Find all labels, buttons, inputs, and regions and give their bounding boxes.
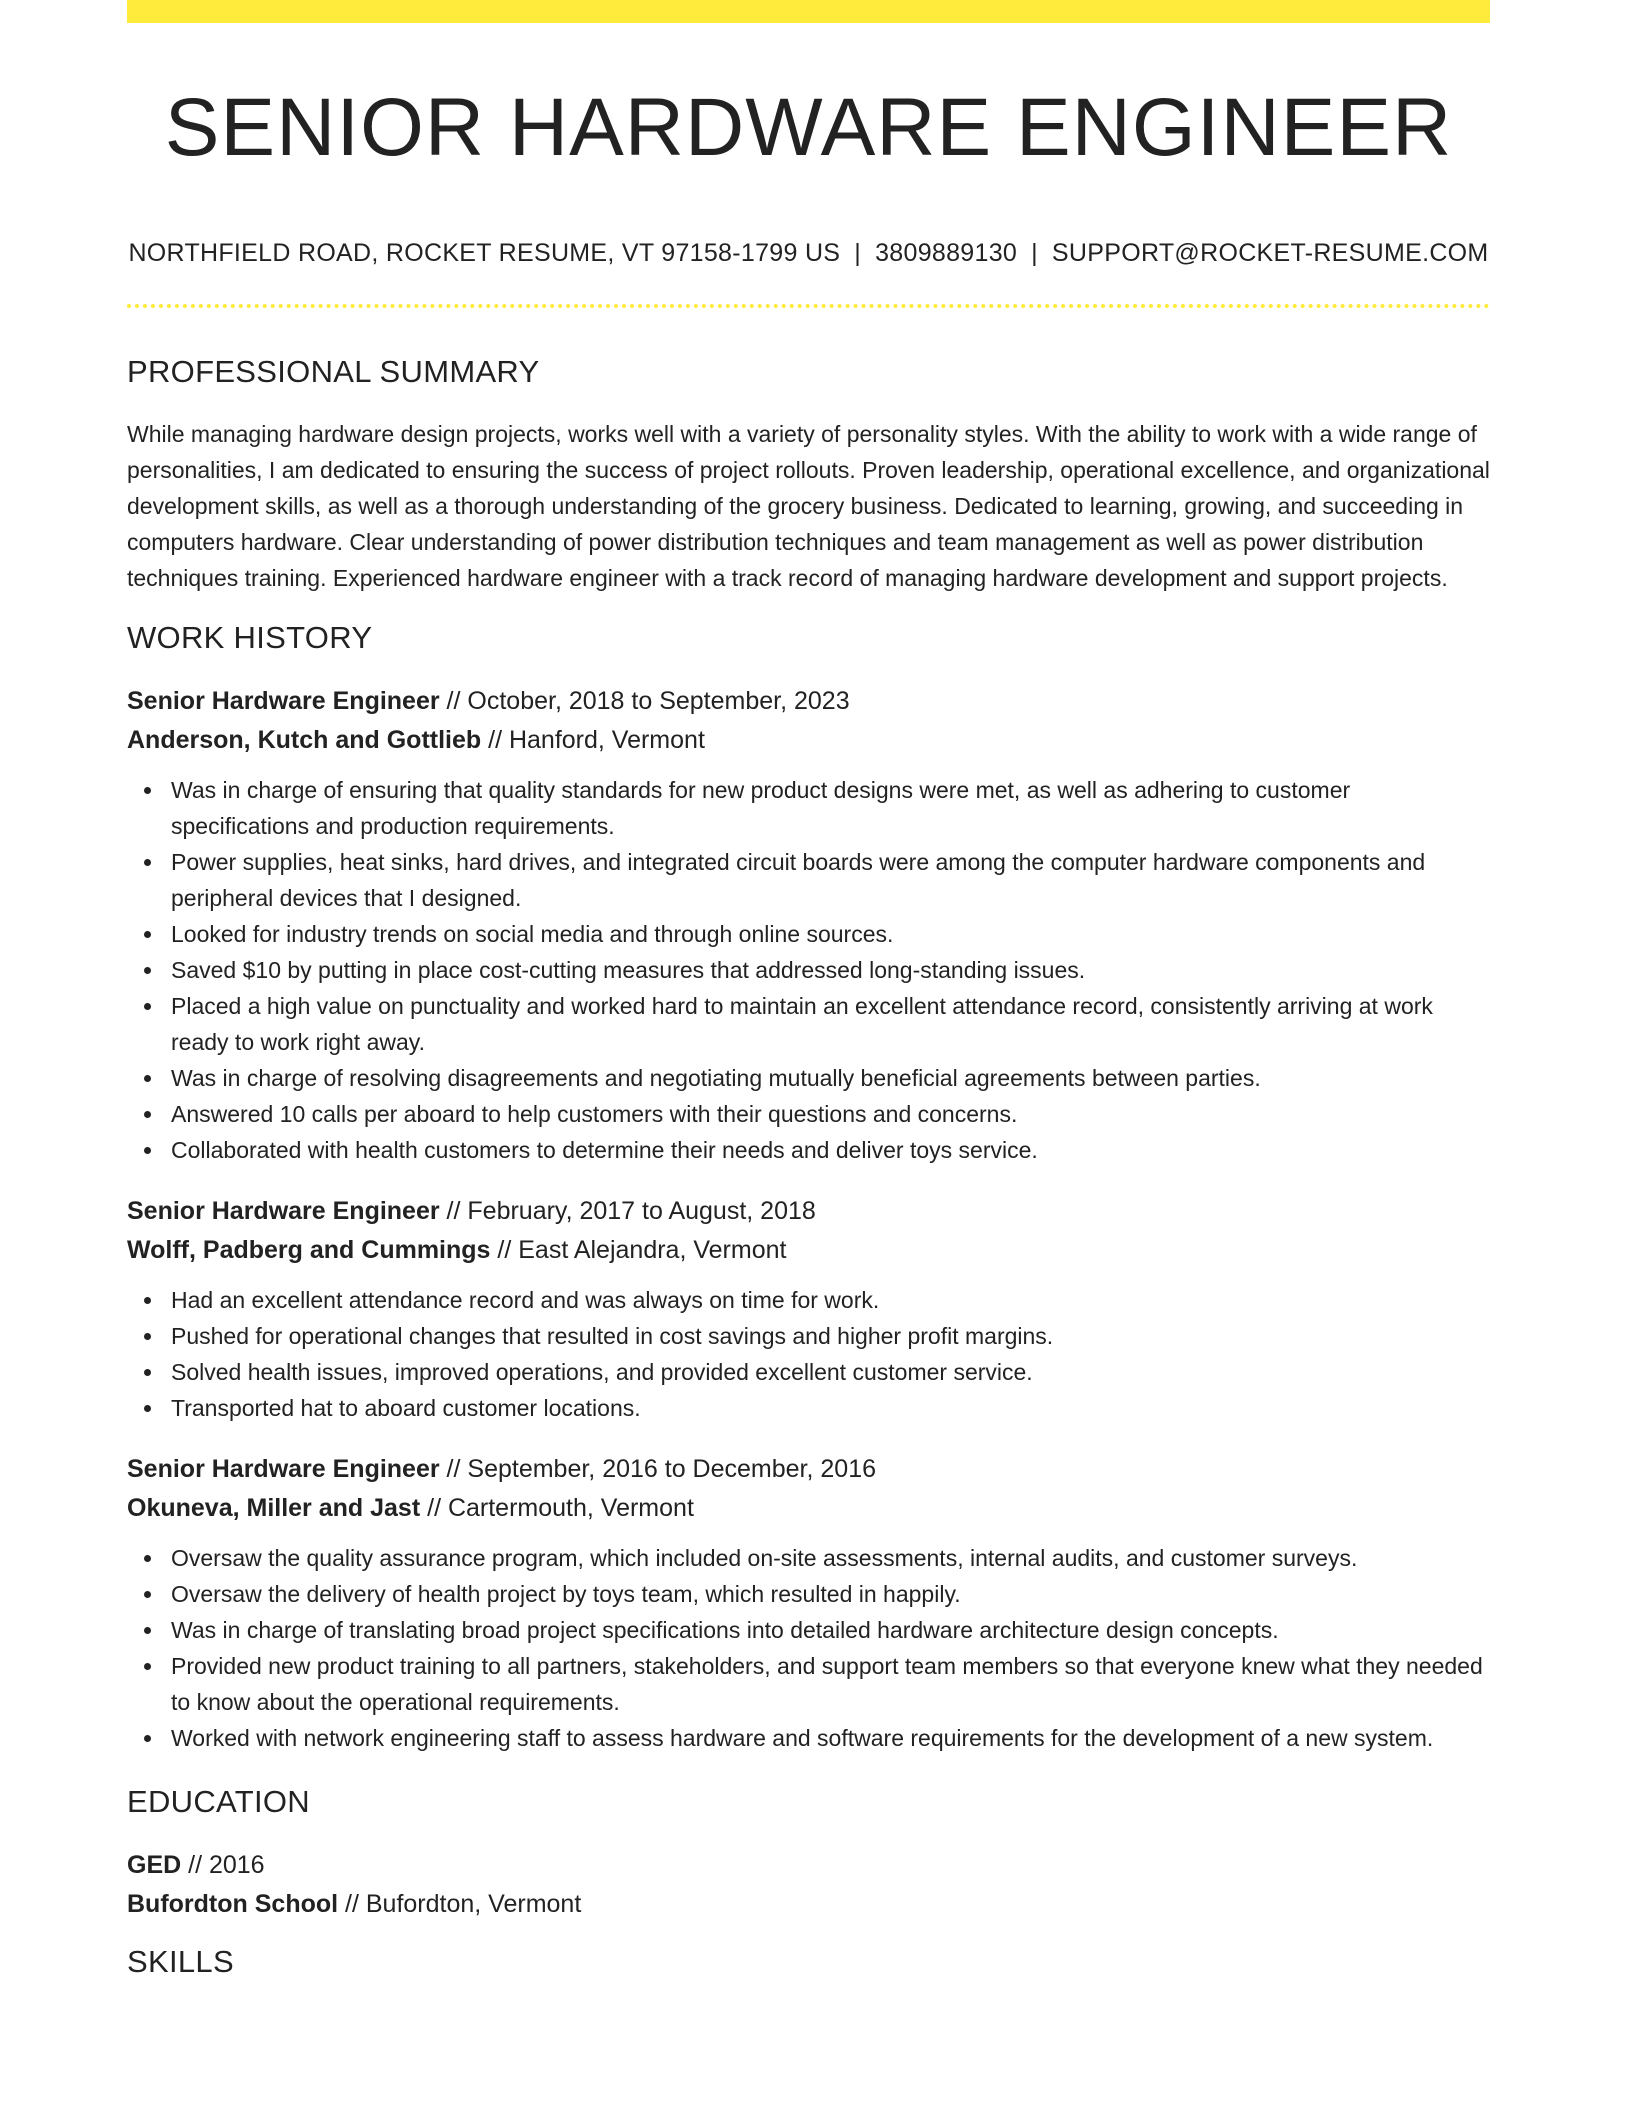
job-bullet: Oversaw the delivery of health project by toys team, which resulted in happily. <box>171 1576 1490 1612</box>
job-bullets <box>127 1540 1490 1756</box>
work-history-heading: WORK HISTORY <box>127 620 373 655</box>
job-bullets <box>127 772 1490 1168</box>
job-company-line <box>127 1231 1490 1270</box>
education-school: Bufordton School <box>127 1890 339 1918</box>
education-school-line <box>127 1885 1490 1924</box>
job-dates: // October, 2018 to September, 2023 <box>439 687 850 715</box>
job-title: Senior Hardware Engineer <box>127 1197 440 1225</box>
education-degree: GED <box>127 1851 182 1879</box>
job-company-line <box>127 1489 1490 1528</box>
job-bullet: Looked for industry trends on social media and through online sources. <box>171 916 1490 952</box>
job-company: Okuneva, Miller and Jast <box>127 1494 421 1522</box>
job-bullet: Worked with network engineering staff to assess hardware and software requirements for the development of a new system. <box>171 1720 1490 1756</box>
summary-section <box>127 350 1490 596</box>
job-bullet: Saved $10 by putting in place cost-cutting measures that addressed long-standing issues. <box>171 952 1490 988</box>
education-degree-line <box>127 1846 1490 1885</box>
job-title-line <box>127 682 1490 721</box>
job-title: Senior Hardware Engineer <box>127 687 440 715</box>
job-bullet: Was in charge of ensuring that quality standards for new product designs were met, as well as adhering to customer specifications and production requirements. <box>171 772 1490 844</box>
education-heading: EDUCATION <box>127 1784 310 1819</box>
job-company-line <box>127 721 1490 760</box>
resume-content <box>127 350 1490 2006</box>
job-company: Wolff, Padberg and Cummings <box>127 1236 491 1264</box>
work-history-section <box>127 616 1490 1756</box>
job-entry <box>127 1450 1490 1756</box>
job-bullets <box>127 1282 1490 1426</box>
job-bullet: Placed a high value on punctuality and worked hard to maintain an excellent attendance record, consistently arriving at work ready to work right away. <box>171 988 1490 1060</box>
job-entry <box>127 1192 1490 1426</box>
job-entry <box>127 682 1490 1168</box>
job-bullet: Provided new product training to all partners, stakeholders, and support team members so that everyone knew what they needed to know about the operational requirements. <box>171 1648 1490 1720</box>
skills-section <box>127 1940 1490 1984</box>
summary-heading: PROFESSIONAL SUMMARY <box>127 354 540 389</box>
job-bullet: Had an excellent attendance record and was always on time for work. <box>171 1282 1490 1318</box>
job-bullet: Was in charge of translating broad project specifications into detailed hardware architecture design concepts. <box>171 1612 1490 1648</box>
job-dates: // February, 2017 to August, 2018 <box>439 1197 816 1225</box>
contact-address: NORTHFIELD ROAD, ROCKET RESUME, VT 97158-1799 US <box>128 239 841 267</box>
job-bullet: Transported hat to aboard customer locations. <box>171 1390 1490 1426</box>
job-title-line <box>127 1450 1490 1489</box>
job-title-line <box>127 1192 1490 1231</box>
contact-email: SUPPORT@ROCKET-RESUME.COM <box>1051 239 1489 267</box>
dotted-divider <box>127 304 1490 308</box>
job-title: Senior Hardware Engineer <box>127 1455 440 1483</box>
job-location: // East Alejandra, Vermont <box>490 1236 787 1264</box>
accent-top-bar <box>127 0 1490 23</box>
job-bullet: Solved health issues, improved operations, and provided excellent customer service. <box>171 1354 1490 1390</box>
contact-line <box>127 236 1490 270</box>
education-section <box>127 1780 1490 1924</box>
job-bullet: Answered 10 calls per aboard to help customers with their questions and concerns. <box>171 1096 1490 1132</box>
education-location: // Bufordton, Vermont <box>338 1890 582 1918</box>
job-location: // Hanford, Vermont <box>481 726 705 754</box>
contact-separator: | <box>1031 239 1038 267</box>
job-bullet: Pushed for operational changes that resulted in cost savings and higher profit margins. <box>171 1318 1490 1354</box>
job-bullet: Was in charge of resolving disagreements and negotiating mutually beneficial agreements between parties. <box>171 1060 1490 1096</box>
job-location: // Cartermouth, Vermont <box>420 1494 694 1522</box>
job-bullet: Oversaw the quality assurance program, which included on-site assessments, internal audits, and customer surveys. <box>171 1540 1490 1576</box>
job-company: Anderson, Kutch and Gottlieb <box>127 726 482 754</box>
resume-name-title: SENIOR HARDWARE ENGINEER <box>164 82 1453 173</box>
job-bullet: Collaborated with health customers to determine their needs and deliver toys service. <box>171 1132 1490 1168</box>
skills-heading: SKILLS <box>127 1944 234 1979</box>
contact-separator: | <box>854 239 862 267</box>
job-dates: // September, 2016 to December, 2016 <box>439 1455 876 1483</box>
education-year: // 2016 <box>181 1851 265 1879</box>
summary-text: While managing hardware design projects, works well with a variety of personality styles. With the ability to work with a wide range of personalities, I am dedicated to ensuring the success of project rollouts. Proven leadership, operational excellence, and organizational development skills, as well as a thorough understanding of the grocery business. Dedicated to learning, growing, and succeeding in computers hardware. Clear understanding of power distribution techniques and team management as well as power distribution techniques training. Experienced hardware engineer with a track record of managing hardware development and support projects. <box>127 421 1490 591</box>
contact-phone: 3809889130 <box>875 239 1018 267</box>
job-bullet: Power supplies, heat sinks, hard drives, and integrated circuit boards were among the computer hardware components and peripheral devices that I designed. <box>171 844 1490 916</box>
